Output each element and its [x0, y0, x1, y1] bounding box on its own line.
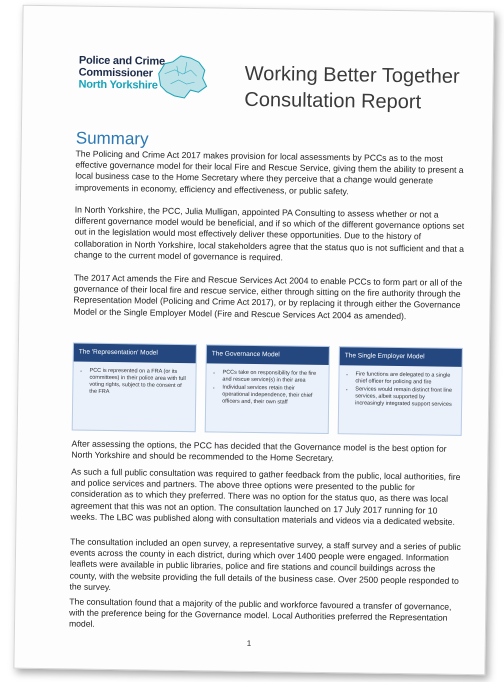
single-employer-model-card [338, 346, 463, 436]
paragraph-2: In North Yorkshire, the PCC, Julia Mulligan, appointed PA Consulting to assess whether or not a different governance model would be beneficial, and if so which of the different governance options set out in the legislation would most effectively deliver these opportunities. Due to the history of collaboration in North Yorkshire, local stakeholders agree that the status quo is not sufficient and that a change to the current model of governance is required. [74, 204, 465, 263]
representation-model-card [72, 342, 197, 432]
model-bullet: • PCCs take on responsibility for the fire and rescue service(s) in their area [222, 370, 322, 385]
report-title-line-1: Working Better Together [244, 62, 460, 88]
paragraph-1: The Policing and Crime Act 2017 makes provision for local assessments by PCCs as to the most effective governance model for their local Fire and Rescue Service, giving them the ability to present a local business case to the Home Secretary where they perceive that a change would generate improvements in economy, efficiency and effectiveness, or public safety. [75, 148, 464, 196]
page-number: 1 [246, 638, 252, 648]
logo-line-2: Commissioner [78, 66, 153, 80]
logo-line-1: Police and Crime [78, 54, 166, 68]
logo-line-3: North Yorkshire [78, 78, 158, 92]
model-bullet: • PCC is represented on a FRA (or its committees) in their police area with full voting rights, subject to the consent of the FRA [89, 368, 189, 397]
summary-heading: Summary [75, 128, 149, 149]
paragraph-5: As such a full public consultation was required to gather feedback from the public, local authorities, fire and police services and partners. The above three options were presented to the public for consideration as to which they preferred. There was no option for the status quo, as there was local agreement that this was not an option. The consultation launched on 17 July 2017 running for 10 weeks. The LBC was published along with consultation materials and videos via a dedicated website. [70, 466, 461, 527]
model-title: The 'Representation' Model [74, 343, 196, 363]
report-title-line-2: Consultation Report [244, 88, 422, 114]
governance-models [72, 342, 465, 439]
model-title: The Single Employer Model [340, 347, 462, 367]
paragraph-3: The 2017 Act amends the Fire and Rescue Services Act 2004 to enable PCCs to form part or all of the governance of their local fire and rescue service, either through sitting on the fire authority through the Representation Model (Policing and Crime Act 2017), or by replacing it through either the Governance Model or the Single Employer Model (Fire and Rescue Services Act 2004 as amended). [73, 272, 463, 321]
model-title: The Governance Model [207, 345, 329, 365]
report-page [13, 5, 494, 676]
model-bullet: • Fire functions are delegated to a single chief officer for policing and fire [355, 371, 455, 386]
paragraph-4: After assessing the options, the PCC has decided that the Governance model is the best option for North Yorkshire and should be recommended to the Home Secretary. [71, 438, 447, 464]
model-bullet: • Individual services retain their operational independence, their chief officers and, their own staff [222, 385, 322, 407]
governance-model-card [205, 344, 330, 434]
paragraph-6: The consultation included an open survey, a representative survey, a staff survey and a series of public events across the county in each district, during which over 1400 people were engaged. Information leaflets were available in public libraries, police and fire stations and council buildings across the county, with the website providing the full details of the business case. Over 2500 people responded to the survey. [69, 536, 461, 592]
model-bullet: • Services would remain distinct front line services, albeit supported by increasingly integrated support services [355, 386, 455, 408]
paragraph-7: The consultation found that a majority of the public and workforce favoured a transfer of governance, with the preference being for the Governance model. Local Authorities preferred the Representation model. [68, 596, 452, 630]
report-title [244, 61, 475, 116]
north-yorkshire-map-icon [150, 52, 211, 105]
